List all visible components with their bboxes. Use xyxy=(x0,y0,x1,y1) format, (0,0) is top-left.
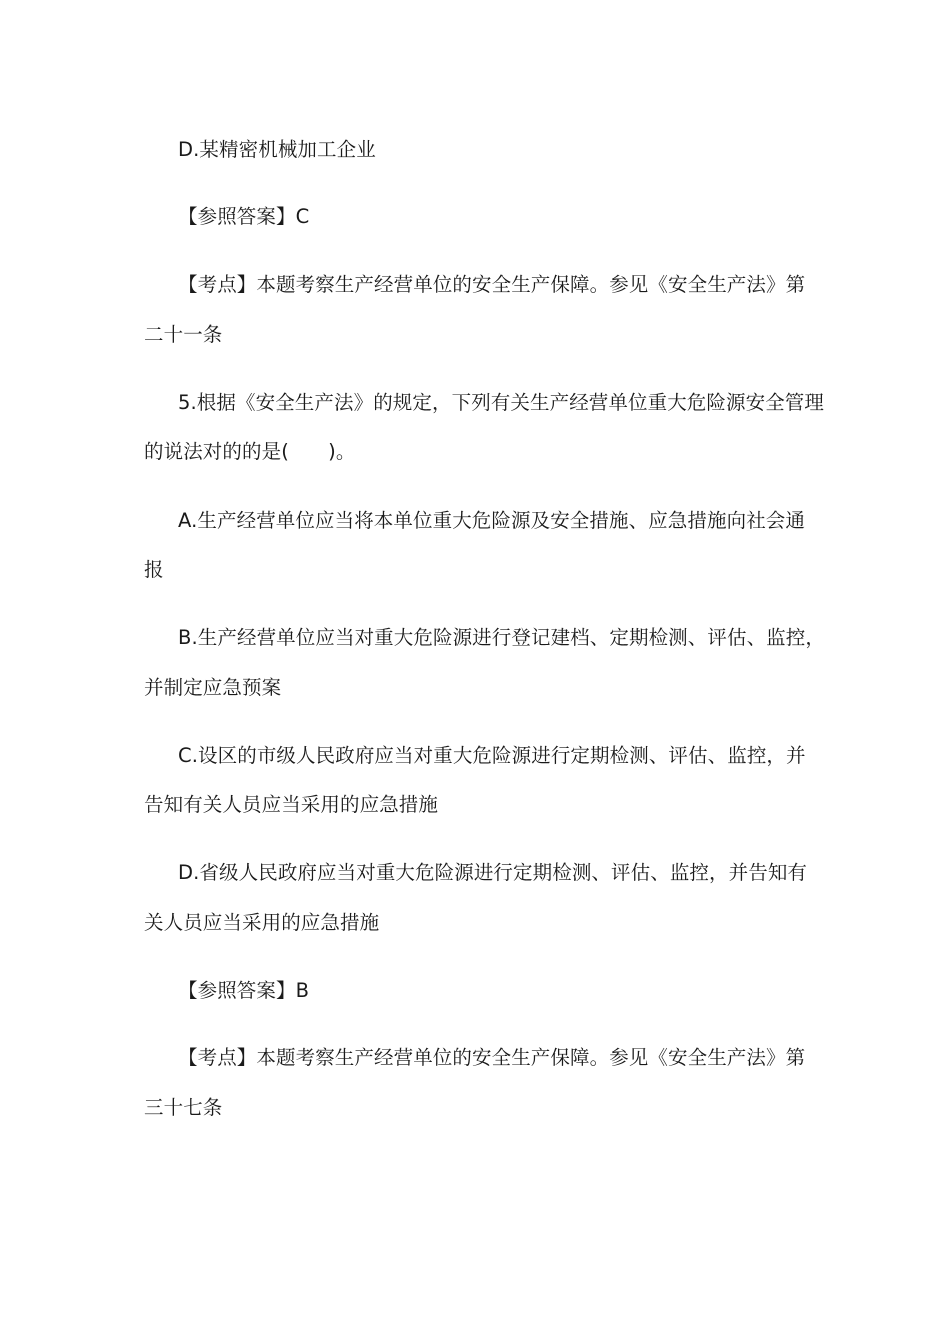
option-c-line1: C.设区的市级人民政府应当对重大危险源进行定期检测、评估、监控，并 xyxy=(178,744,806,767)
question-5-line2: 的说法对的的是( )。 xyxy=(144,440,356,463)
option-d-line1: D.省级人民政府应当对重大危险源进行定期检测、评估、监控，并告知有 xyxy=(178,861,808,884)
reference-answer: 【参照答案】B xyxy=(178,979,310,1002)
option-b-line1: B.生产经营单位应当对重大危险源进行登记建档、定期检测、评估、监控， xyxy=(178,626,825,649)
key-point-previous-line1: 【考点】本题考察生产经营单位的安全生产保障。参见《安全生产法》第 xyxy=(178,273,806,296)
question-5-line1: 5.根据《安全生产法》的规定，下列有关生产经营单位重大危险源安全管理 xyxy=(178,391,825,414)
option-a-line1: A.生产经营单位应当将本单位重大危险源及安全措施、应急措施向社会通 xyxy=(178,509,805,532)
reference-answer-previous: 【参照答案】C xyxy=(178,205,310,228)
key-point-previous-line2: 二十一条 xyxy=(144,323,223,346)
option-d-previous: D.某精密机械加工企业 xyxy=(178,138,376,161)
key-point-line2: 三十七条 xyxy=(144,1096,223,1119)
option-c-line2: 告知有关人员应当采用的应急措施 xyxy=(144,793,439,816)
option-b-line2: 并制定应急预案 xyxy=(144,676,282,699)
option-a-line2: 报 xyxy=(144,558,164,581)
option-d-line2: 关人员应当采用的应急措施 xyxy=(144,911,380,934)
key-point-line1: 【考点】本题考察生产经营单位的安全生产保障。参见《安全生产法》第 xyxy=(178,1046,806,1069)
